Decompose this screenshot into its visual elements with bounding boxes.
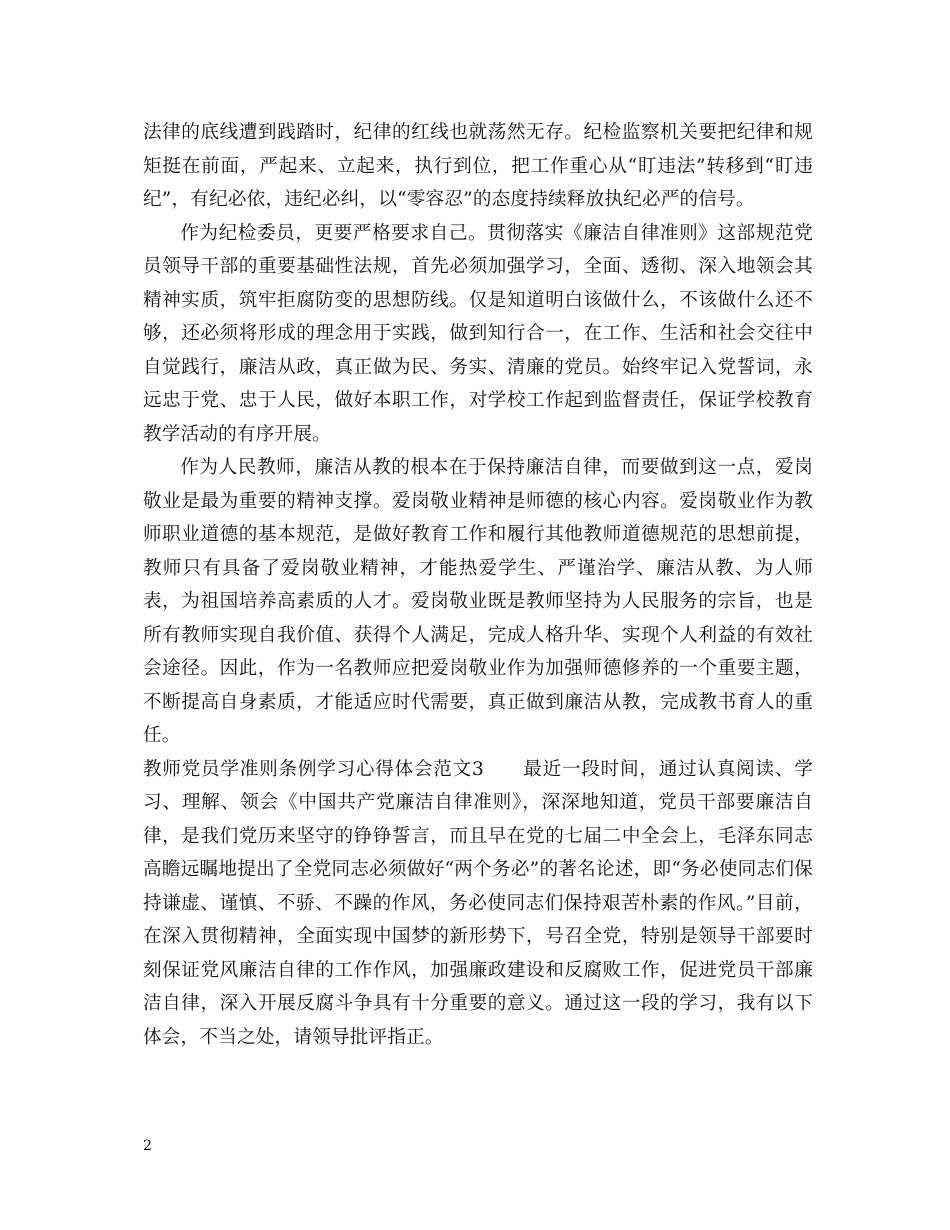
paragraph-sample-essay-3: 教师党员学准则条例学习心得体会范文3 最近一段时间，通过认真阅读、学习、理解、领会《中国共产党廉洁自律准则》，深深地知道，党员干部要廉洁自律，是我们党历来坚守的铮铮誓言，而且早在党的七届二中全会上，毛泽东同志高瞻远瞩地提出了全党同志必须做好“两个务必”的著名论述，即“务必使同志们保持谦虚、谨慎、不骄、不躁的作风，务必使同志们保持艰苦朴素的作风。”目前，在深入贯彻精神，全面实现中国梦的新形势下，号召全党，特别是领导干部要时刻保证党风廉洁自律的工作作风，加强廉政建设和反腐败工作，促进党员干部廉洁自律，深入开展反腐斗争具有十分重要的意义。通过这一段的学习，我有以下体会，不当之处，请领导批评指正。 bbox=[143, 758, 813, 1048]
paragraph-discipline-committee: 作为纪检委员，更要严格要求自己。贯彻落实《廉洁自律准则》这部规范党员领导干部的重要基础性法规，首先必须加强学习，全面、透彻、深入地领会其精神实质，筑牢拒腐防变的思想防线。仅是知道明白该做什么，不该做什么还不够，还必须将形成的理念用于实践，做到知行合一，在工作、生活和社会交往中自觉践行，廉洁从政，真正做为民、务实、清廉的党员。始终牢记入党誓词，永远忠于党、忠于人民，做好本职工作，对学校工作起到监督责任，保证学校教育教学活动的有序开展。 bbox=[143, 222, 813, 445]
page-number: 2 bbox=[143, 1138, 152, 1154]
paragraph-continuation: 法律的底线遭到践踏时，纪律的红线也就荡然无存。纪检监察机关要把纪律和规矩挺在前面，严起来、立起来，执行到位，把工作重心从“盯违法”转移到“盯违纪”，有纪必依，违纪必纠，以“零容忍”的态度持续释放执纪必严的信号。 bbox=[143, 122, 813, 210]
document-body bbox=[143, 116, 813, 1054]
paragraph-teacher-dedication: 作为人民教师，廉洁从教的根本在于保持廉洁自律，而要做到这一点，爱岗敬业是最为重要的精神支撑。爱岗敬业精神是师德的核心内容。爱岗敬业作为教师职业道德的基本规范，是做好教育工作和履行其他教师道德规范的思想前提，教师只有具备了爱岗敬业精神，才能热爱学生、严谨治学、廉洁从教、为人师表，为祖国培养高素质的人才。爱岗敬业既是教师坚持为人民服务的宗旨，也是所有教师实现自我价值、获得个人满足，完成人格升华、实现个人利益的有效社会途径。因此，作为一名教师应把爱岗敬业作为加强师德修养的一个重要主题，不断提高自身素质，才能适应时代需要，真正做到廉洁从教，完成教书育人的重任。 bbox=[143, 457, 813, 746]
